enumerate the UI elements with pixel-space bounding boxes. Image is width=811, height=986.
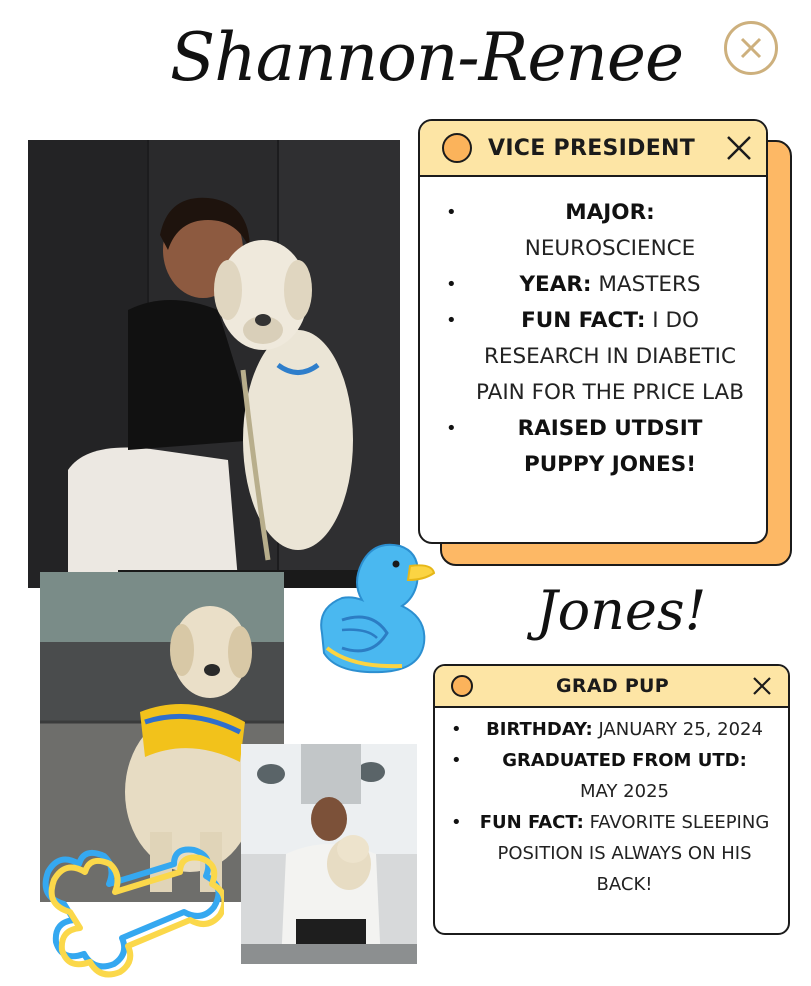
officer-card-title: VICE PRESIDENT [488, 135, 696, 161]
close-icon[interactable] [752, 676, 772, 696]
pup-facts-list [435, 708, 788, 900]
officer-card [418, 119, 768, 544]
fact-label: MAJOR: [565, 200, 655, 225]
pup-card-header [435, 666, 788, 708]
dog-bone-icon [34, 842, 224, 982]
bullet-icon: • [451, 812, 462, 833]
list-item [451, 714, 774, 745]
bullet-icon: • [446, 202, 457, 223]
bullet-icon: • [446, 310, 457, 331]
fact-value: I DO RESEARCH IN DIABETIC PAIN FOR THE PRICE LAB [476, 308, 744, 405]
officer-facts-list [420, 177, 766, 483]
fact-label: GRADUATED FROM UTD: [502, 750, 747, 771]
list-item [446, 267, 744, 303]
fact-value: NEUROSCIENCE [524, 236, 696, 261]
page-title: Shannon-Renee [170, 19, 684, 96]
status-dot-icon [442, 133, 472, 163]
bullet-icon: • [451, 719, 462, 740]
fact-label: YEAR: [519, 272, 592, 297]
fact-label: FUN FACT: [479, 812, 584, 833]
profile-photo [28, 140, 400, 588]
pup-heading: Jones! [536, 579, 707, 642]
close-icon [738, 35, 764, 61]
fact-value: MASTERS [598, 272, 701, 297]
fact-label: BIRTHDAY: [486, 719, 593, 740]
status-dot-icon [451, 675, 473, 697]
fact-value: FAVORITE SLEEPING POSITION IS ALWAYS ON HIS BACK! [497, 812, 770, 895]
pup-card-title: GRAD PUP [556, 675, 669, 697]
list-item [446, 303, 744, 411]
fact-value: JANUARY 25, 2024 [598, 719, 763, 740]
list-item [451, 807, 774, 900]
list-item [451, 745, 774, 807]
graduation-photo [241, 744, 417, 964]
officer-card-header [420, 121, 766, 177]
fact-value: MAY 2025 [580, 781, 669, 802]
bullet-icon: • [451, 750, 462, 771]
bullet-icon: • [446, 418, 457, 439]
list-item [446, 411, 744, 483]
bullet-icon: • [446, 274, 457, 295]
fact-label: RAISED UTDSIT PUPPY JONES! [517, 416, 703, 477]
pup-card [433, 664, 790, 935]
close-button[interactable] [724, 21, 778, 75]
rubber-duck-icon [312, 538, 437, 678]
list-item [446, 195, 744, 267]
close-icon[interactable] [726, 135, 752, 161]
fact-label: FUN FACT: [521, 308, 646, 333]
